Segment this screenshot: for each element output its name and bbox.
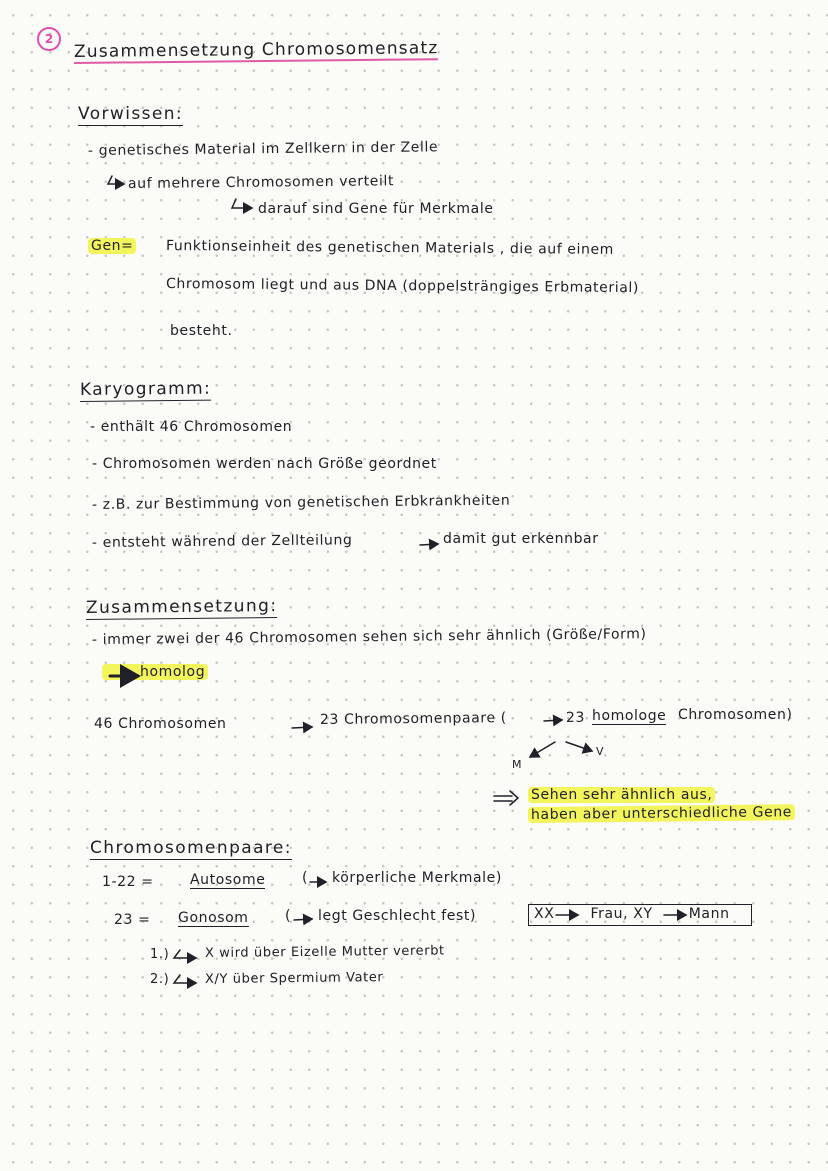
homologe-term: homologe <box>592 708 667 724</box>
page-number: 2 <box>37 27 61 51</box>
autosome-note: körperliche Merkmale) <box>332 870 502 886</box>
right-arrow-icon <box>544 720 562 721</box>
hook-arrow-icon <box>174 950 196 958</box>
gen-definition-3: besteht. <box>170 323 233 339</box>
hook-arrow-icon <box>232 199 252 208</box>
karyogramm-item-3: - z.B. zur Bestimmung von genetischen Erbkrankheiten <box>91 492 511 513</box>
chromosomenpaare-heading: Chromosomenpaare: <box>90 838 292 858</box>
father-label: V <box>596 745 605 758</box>
gen-definition-2: Chromosom liegt und aus DNA (doppelsträngiges Erbmaterial) <box>165 276 640 297</box>
mother-label: M <box>512 758 523 771</box>
gonosom-note-open: ( <box>285 908 292 924</box>
gonosom-term: Gonosom <box>178 910 249 926</box>
box-xx: XX <box>534 906 555 922</box>
vorwissen-line-2: auf mehrere Chromosomen verteilt <box>127 173 395 192</box>
autosome-number: 1-22 = <box>102 874 154 890</box>
karyogramm-item-2: - Chromosomen werden nach Größe geordnet <box>92 456 437 472</box>
gonosom-number: 23 = <box>114 912 151 928</box>
page-title: Zusammensetzung Chromosomensatz <box>73 38 439 62</box>
chromosomen-closing: Chromosomen) <box>678 707 793 723</box>
homologe-note-2: haben aber unterschiedliche Gene <box>528 804 795 823</box>
sub-1-number: 1.) <box>150 947 170 962</box>
homologe-note-1: Sehen sehr ähnlich aus, <box>528 787 715 803</box>
right-arrow-icon <box>292 727 312 728</box>
homolog-highlight: homolog <box>102 664 208 680</box>
karyogramm-heading: Karyogramm: <box>79 378 212 400</box>
implies-arrow-icon <box>494 796 512 801</box>
vorwissen-line-1: - genetisches Material im Zellkern in der Zelle <box>87 139 439 159</box>
hook-arrow-icon <box>108 176 124 184</box>
autosome-term: Autosome <box>190 872 266 888</box>
zusammensetzung-line-1: - immer zwei der 46 Chromosomen sehen sich sehr ähnlich (Größe/Form) <box>91 626 647 648</box>
autosome-note-open: ( <box>302 870 309 886</box>
karyogramm-item-4: - entsteht während der Zellteilung <box>91 532 353 551</box>
split-arrow-left-icon <box>530 742 555 757</box>
sub-2-number: 2.) <box>150 972 170 987</box>
hook-arrow-icon <box>174 975 196 983</box>
chromosomen-23: 23 <box>565 709 586 726</box>
gen-highlight: Gen= <box>88 238 136 254</box>
box-frau: Frau, <box>590 906 629 922</box>
karyogramm-item-1: - enthält 46 Chromosomen <box>90 419 293 435</box>
box-mann: Mann <box>688 906 730 922</box>
karyogramm-item-4-tail: damit gut erkennbar <box>443 531 599 547</box>
vorwissen-line-3: darauf sind Gene für Merkmale <box>258 201 494 217</box>
sub-2-text: X/Y über Spermium Vater <box>204 970 384 987</box>
split-arrow-right-icon <box>566 742 592 751</box>
right-arrow-icon <box>420 544 438 545</box>
box-xy: XY <box>633 906 653 922</box>
chromosomenpaare-23: 23 Chromosomenpaare ( <box>319 710 507 728</box>
gonosom-note: legt Geschlecht fest) <box>318 908 477 924</box>
right-arrow-icon <box>294 919 312 920</box>
zusammensetzung-heading: Zusammensetzung: <box>85 595 278 618</box>
chromosomes-46: 46 Chromosomen <box>94 716 227 732</box>
sub-1-text: X wird über Eizelle Mutter vererbt <box>204 943 445 961</box>
gen-definition-1: Funktionseinheit des genetischen Materials , die auf einem <box>165 238 615 258</box>
vorwissen-heading: Vorwissen: <box>78 104 184 124</box>
